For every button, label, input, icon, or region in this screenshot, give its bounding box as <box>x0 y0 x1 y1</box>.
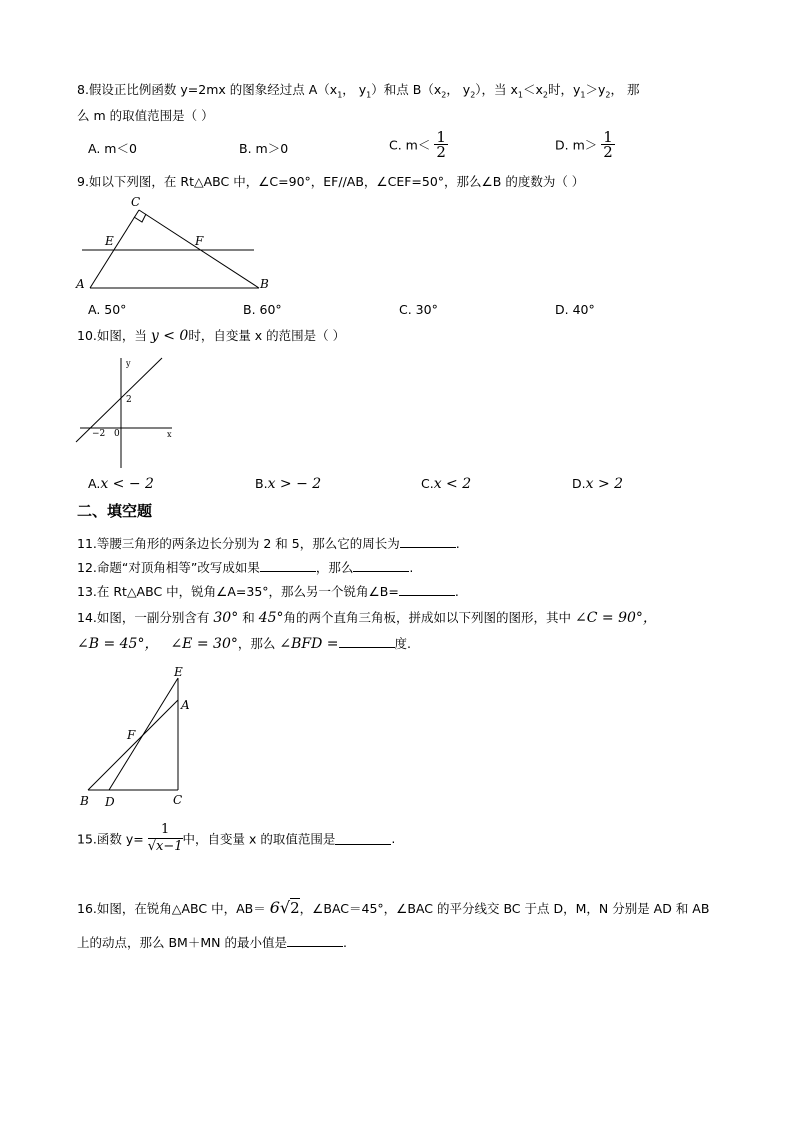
q8-sub: 2 <box>605 90 611 100</box>
q10-option-d-math: x > 2 <box>585 476 624 492</box>
q8-option-c-text: C. m＜ <box>389 137 431 153</box>
label-F: F <box>127 728 136 742</box>
label-B: B <box>260 277 269 291</box>
q16-line2 <box>77 933 347 951</box>
q14-math-angle-B: ∠B = 45°， <box>77 636 159 652</box>
q14-triangles-figure <box>74 664 204 812</box>
q14-text: ，那么 <box>237 636 276 651</box>
q11-end: . <box>455 536 460 551</box>
sqrt-symbol: √ <box>147 839 157 854</box>
q8-line1 <box>77 80 639 100</box>
q8-option-b: B. m＞0 <box>239 141 289 156</box>
q10-stem-b: 时，自变量 x 的范围是（ ） <box>188 328 346 343</box>
q14-math-angle-E: ∠E = 30° <box>170 636 238 652</box>
q14-text: 角的两个直角三角板，拼成如以下列图的图形，其中 <box>283 610 572 625</box>
q14-text: 和 <box>242 610 255 625</box>
label-E: E <box>174 665 183 679</box>
q8-option-c <box>389 130 448 159</box>
q8-sub: 2 <box>542 90 548 100</box>
q8-text: 时，y <box>548 82 581 97</box>
q8-text: ， 那 <box>610 82 640 97</box>
q9-option-d: D. 40° <box>555 302 595 317</box>
label-B: B <box>80 794 89 808</box>
label-F: F <box>195 234 204 248</box>
q8-option-d-text: D. m＞ <box>555 137 598 153</box>
q14-line2 <box>77 633 411 653</box>
q10-option-a-label: A. <box>88 476 101 491</box>
origin-label: 0 <box>114 429 120 439</box>
q10-option-b-math: x > − 2 <box>267 476 322 492</box>
q8-option-c-fraction <box>434 130 448 159</box>
q9-triangle-figure <box>70 192 270 296</box>
segment-CB <box>139 210 259 288</box>
q8-text: ， y <box>446 82 471 97</box>
q14-line1 <box>77 607 657 627</box>
q16-radicand: 2 <box>290 899 300 917</box>
q8-text-a: 8.假设正比例函数 y=2mx 的图象经过点 A（x <box>77 82 338 97</box>
fraction-denominator: 2 <box>436 143 446 161</box>
q8-text: ＜x <box>523 82 543 97</box>
fraction-denominator <box>148 839 183 855</box>
q10-stem <box>77 326 345 344</box>
label-A: A <box>181 698 190 712</box>
q10-option-c-label: C. <box>421 476 434 491</box>
q10-line-graph <box>72 350 182 472</box>
fraction-numerator: 1 <box>148 822 183 839</box>
q12 <box>77 558 413 576</box>
q15-answer-blank <box>335 832 391 845</box>
q10-option-c <box>421 476 471 492</box>
y-intercept-label: 2 <box>126 395 132 405</box>
q14-math-angle-C: ∠C = 90°， <box>575 610 657 626</box>
q14-text: 14.如图，一副分别含有 <box>77 610 210 625</box>
q11-answer-blank <box>400 535 456 548</box>
q14-math-angle-BFD: ∠BFD = <box>279 636 339 652</box>
q16-math-coefficient: 6 <box>269 898 280 917</box>
sqrt-symbol: √ <box>279 898 291 917</box>
q9-stem: 9.如以下列图，在 Rt△ABC 中，∠C=90°，EF//AB，∠CEF=50°，那么∠B 的度数为（ ） <box>77 174 585 189</box>
q14-end: 度. <box>394 636 411 651</box>
fraction-denominator: 2 <box>603 143 613 161</box>
q12-blank-then <box>353 559 409 572</box>
q8-sub: 1 <box>366 90 372 100</box>
label-C: C <box>173 793 183 807</box>
q14-math-45: 45° <box>258 610 284 626</box>
q8-text: ）和点 B（x <box>371 82 442 97</box>
q8-sub: 2 <box>441 90 447 100</box>
label-C: C <box>131 195 141 209</box>
label-E: E <box>105 234 114 248</box>
q12-blank-if <box>260 559 316 572</box>
q9-option-b: B. 60° <box>243 302 282 317</box>
q11 <box>77 534 460 552</box>
q8-text: ＞y <box>585 82 606 97</box>
x-intercept-label: −2 <box>92 429 106 439</box>
q13-end: . <box>454 584 459 599</box>
segment-DE <box>109 678 178 790</box>
q10-option-a-math: x < − 2 <box>100 476 154 492</box>
x-axis-label: x <box>167 430 172 439</box>
q10-option-d <box>572 476 623 492</box>
q15-text-b: 中，自变量 x 的取值范围是 <box>182 831 336 847</box>
segment-BA <box>88 700 178 790</box>
q15-text-a: 15.函数 y= <box>77 831 144 847</box>
q10-stem-a: 10.如图，当 <box>77 328 147 343</box>
fraction-numerator: 1 <box>436 128 446 146</box>
q14-answer-blank <box>339 635 395 648</box>
q16-text: 上的动点，那么 BM＋MN 的最小值是 <box>77 935 287 950</box>
q14-math-30: 30° <box>213 610 239 626</box>
q8-sub: 1 <box>580 90 586 100</box>
q8-line2: 么 m 的取值范围是（ ） <box>77 108 214 123</box>
q16-line1 <box>77 898 709 917</box>
radicand: x−1 <box>156 839 183 854</box>
label-A: A <box>76 277 85 291</box>
q15-end: . <box>391 831 396 846</box>
q8-option-a: A. m＜0 <box>88 141 137 156</box>
q16-answer-blank <box>287 934 343 947</box>
q12-end: . <box>409 560 414 575</box>
q16-text: 16.如图，在锐角△ABC 中，AB＝ <box>77 901 266 916</box>
q10-option-b-label: B. <box>255 476 268 491</box>
q12-text-b: ，那么 <box>315 560 354 575</box>
q10-option-b <box>255 476 321 492</box>
q15-fraction <box>148 822 183 855</box>
q8-sub: 1 <box>337 90 343 100</box>
q9-option-a: A. 50° <box>88 302 127 317</box>
q9-option-c: C. 30° <box>399 302 438 317</box>
label-D: D <box>105 795 115 809</box>
q8-sub: 1 <box>517 90 523 100</box>
segment-AC <box>90 210 139 288</box>
q10-option-c-math: x < 2 <box>433 476 472 492</box>
q8-option-d-fraction <box>601 130 615 159</box>
q13 <box>77 582 459 600</box>
fraction-numerator: 1 <box>603 128 613 146</box>
q15 <box>77 822 395 855</box>
q8-text: ），当 x <box>475 82 518 97</box>
q11-text: 11.等腰三角形的两条边长分别为 2 和 5，那么它的周长为 <box>77 536 400 551</box>
q8-text: ， y <box>342 82 367 97</box>
q8-sub: 2 <box>470 90 476 100</box>
q10-option-d-label: D. <box>572 476 586 491</box>
q13-text: 13.在 Rt△ABC 中，锐角∠A=35°，那么另一个锐角∠B= <box>77 584 399 599</box>
q12-text-a: 12.命题“对顶角相等”改写成如果 <box>77 560 260 575</box>
section-heading-fill-in: 二、填空题 <box>77 502 153 520</box>
y-axis-label: y <box>126 359 131 368</box>
q10-option-a <box>88 476 154 492</box>
q8-option-d <box>555 130 615 159</box>
q13-answer-blank <box>399 583 455 596</box>
q10-stem-math: y < 0 <box>150 328 189 344</box>
q16-end: . <box>342 935 347 950</box>
q16-text: ，∠BAC＝45°，∠BAC 的平分线交 BC 于点 D，M，N 分别是 AD 和 AB <box>299 901 710 916</box>
